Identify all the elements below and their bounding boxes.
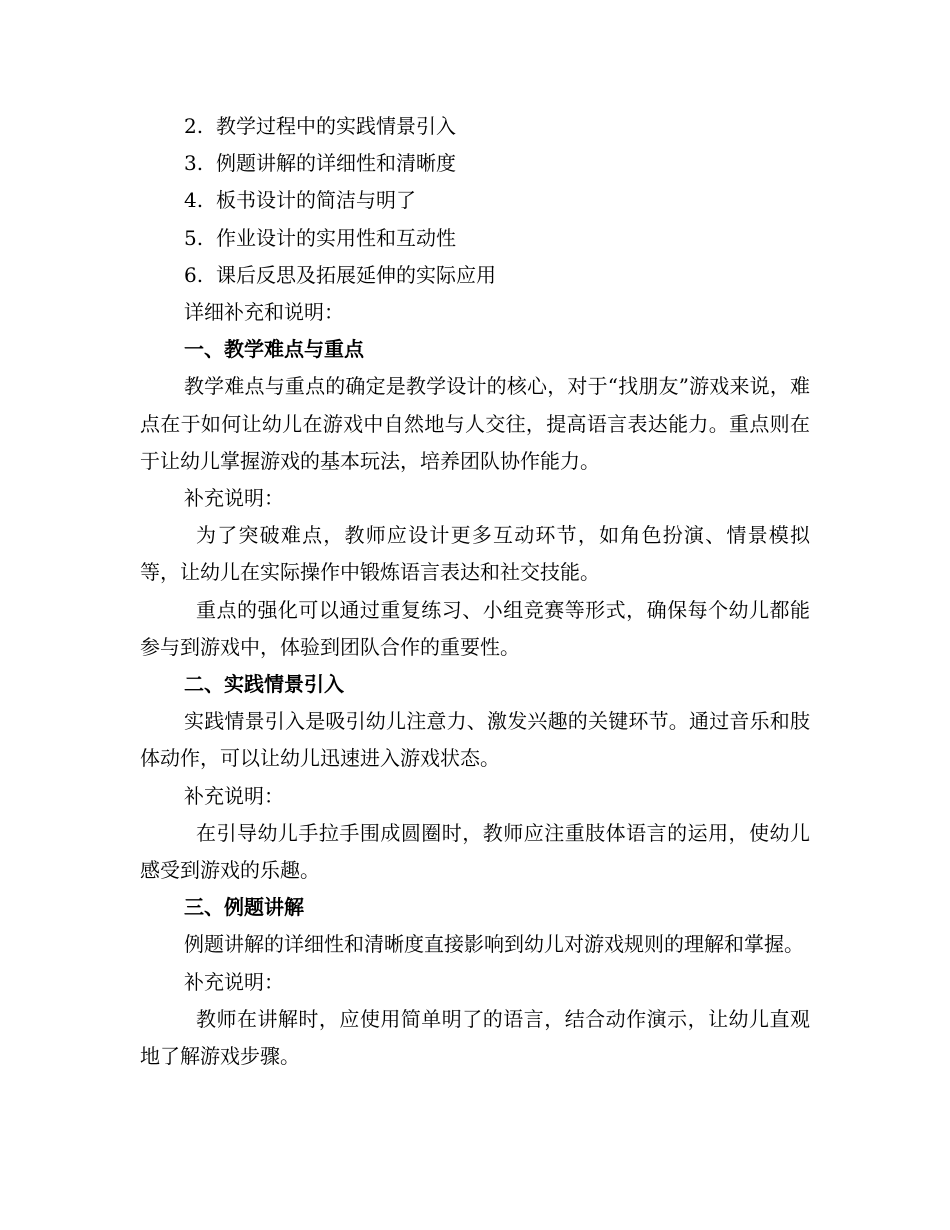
note-paragraph: 重点的强化可以通过重复练习、小组竞赛等形式，确保每个幼儿都能参与到游戏中，体验到团队合作的重要性。 [140, 597, 810, 659]
list-item [140, 220, 810, 257]
section-heading-example: 三、例题讲解 [184, 895, 304, 920]
list-number: 5. [184, 225, 204, 250]
section-body-scenario: 实践情景引入是吸引幼儿注意力、激发兴趣的关键环节。通过音乐和肢体动作，可以让幼儿迅速进入游戏状态。 [140, 709, 810, 771]
note-paragraph: 教师在讲解时，应使用简单明了的语言，结合动作演示，让幼儿直观地了解游戏步骤。 [140, 1006, 810, 1069]
list-number: 6. [184, 262, 204, 287]
list-text: 课后反思及拓展延伸的实际应用 [216, 262, 496, 287]
section-heading-scenario: 二、实践情景引入 [184, 672, 344, 697]
list-number: 4. [184, 188, 204, 213]
note-label: 补充说明： [184, 969, 284, 994]
intro-text: 详细补充和说明： [184, 300, 344, 325]
list-number: 3. [184, 151, 204, 176]
note-paragraph: 在引导幼儿手拉手围成圆圈时，教师应注重肢体语言的运用，使幼儿感受到游戏的乐趣。 [140, 820, 810, 883]
list-number: 2. [184, 114, 204, 138]
list-text: 作业设计的实用性和互动性 [216, 225, 456, 250]
list-item [140, 108, 810, 145]
note-paragraph: 为了突破难点，教师应设计更多互动环节，如角色扮演、情景模拟等，让幼儿在实际操作中锻炼语言表达和社交技能。 [140, 523, 810, 585]
list-item [140, 145, 810, 182]
list-item [140, 257, 810, 294]
section-body-difficulty: 教学难点与重点的确定是教学设计的核心，对于“找朋友”游戏来说，难点在于如何让幼儿在游戏中自然地与人交往，提高语言表达能力。重点则在于让幼儿掌握游戏的基本玩法，培养团队协作能力。 [140, 374, 810, 473]
list-text: 板书设计的简洁与明了 [216, 188, 416, 213]
note-label: 补充说明： [184, 486, 284, 511]
section-body-example: 例题讲解的详细性和清晰度直接影响到幼儿对游戏规则的理解和掌握。 [184, 932, 804, 957]
list-item [140, 182, 810, 219]
note-label: 补充说明： [184, 783, 284, 808]
list-text: 例题讲解的详细性和清晰度 [216, 151, 456, 176]
list-text: 教学过程中的实践情景引入 [216, 114, 456, 138]
section-heading-difficulty: 一、教学难点与重点 [184, 337, 364, 362]
document-body [140, 108, 810, 1075]
